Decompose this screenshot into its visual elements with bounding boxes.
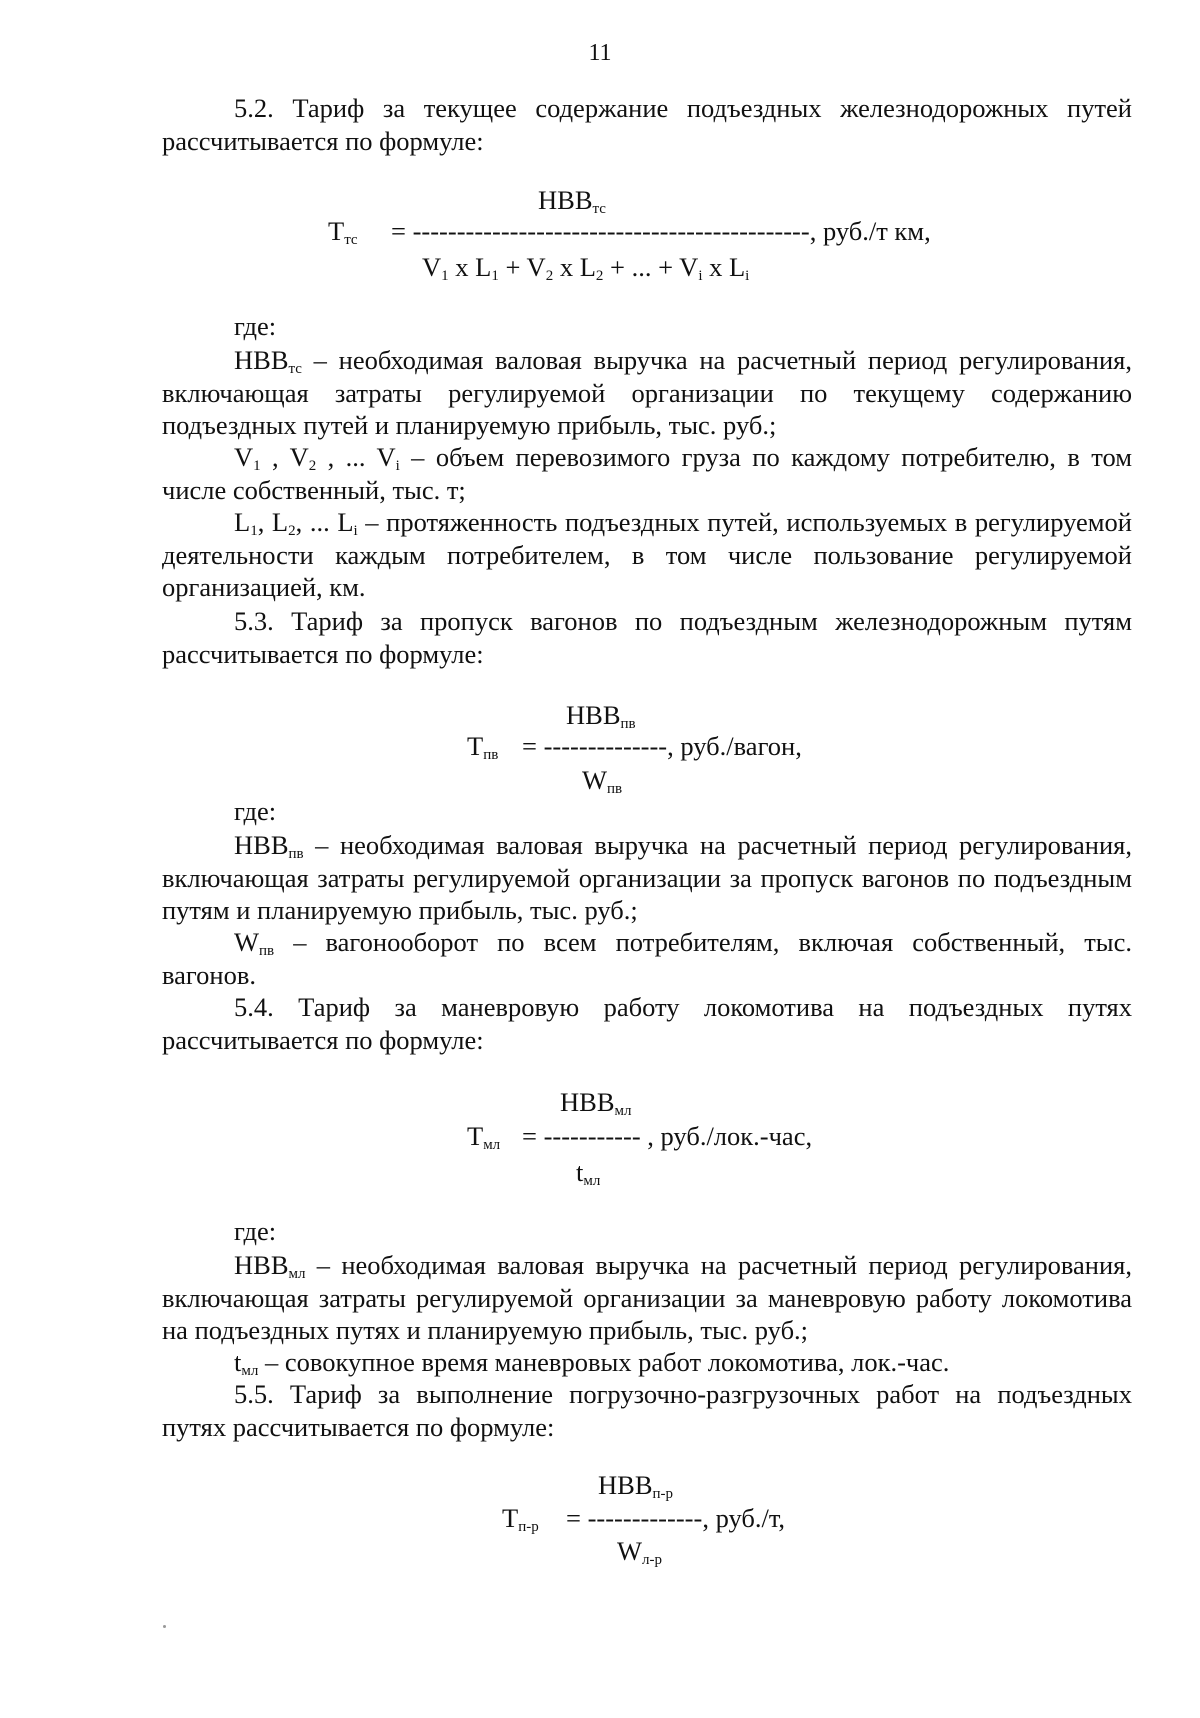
definition-volumes: $V_1$ , $V_2$ , ... $V_i$ – объем перевозимого груза по каждому потребителю, в том числе собственный, тыс. т; — [162, 442, 1132, 505]
definition-w-pv: $W_{пв}$ – вагонооборот по всем потребителям, включая собственный, тыс. вагонов. — [162, 927, 1132, 990]
definition-nvv-pv: $НВВ_{пв}$ – необходимая валовая выручка на расчетный период регулирования, включающая затраты регулируемой организации за пропуск вагонов по подъездным путям и планируемую прибыль, тыс. руб.; — [162, 830, 1132, 925]
definition-lengths: $L_1$, $L_2$, ... $L_i$ – протяженность подъездных путей, используемых в регулируемой деятельности каждым потребителем, в том числе пользование регулируемой организацией, км. — [162, 507, 1132, 602]
section-5-2-intro: 5.2. Тариф за текущее содержание подъездных железнодорожных путей рассчитывается по формуле: — [162, 93, 1132, 156]
formula-5-5-denominator: $W_{л-р}$ — [617, 1536, 662, 1568]
formula-5-5-numerator: $НВВ_{п-р}$ — [598, 1470, 674, 1502]
formula-5-4-lhs: $Т_{мл}$ — [467, 1121, 501, 1153]
where-label-5-4: где: — [234, 1216, 277, 1246]
formula-5-2-numerator: $НВВ_{тс}$ — [538, 185, 606, 217]
formula-5-2-lhs: $Т_{тс}$ — [328, 216, 358, 248]
formula-5-3-numerator: $НВВ_{пв}$ — [566, 700, 636, 732]
section-5-4-intro: 5.4. Тариф за маневровую работу локомотива на подъездных путях рассчитывается по формуле: — [162, 992, 1132, 1055]
section-5-3-intro: 5.3. Тариф за пропуск вагонов по подъездным железнодорожным путям рассчитывается по формуле: — [162, 606, 1132, 669]
formula-5-4-denominator: $t_{мл}$ — [576, 1157, 601, 1189]
where-label-5-2: где: — [234, 311, 277, 341]
definition-nvv-ml: $НВВ_{мл}$ – необходимая валовая выручка на расчетный период регулирования, включающая затраты регулируемой организации за маневровую работу локомотива на подъездных путях и планируемую прибыль, тыс. руб.; — [162, 1250, 1132, 1345]
section-5-5-intro: 5.5. Тариф за выполнение погрузочно-разгрузочных работ на подъездных путях рассчитывается по формуле: — [162, 1379, 1132, 1442]
definition-t-ml: $t_{мл}$ – совокупное время маневровых работ локомотива, лок.-час. — [234, 1347, 950, 1379]
formula-5-3-fraction-line: = --------------, руб./вагон, — [522, 731, 802, 761]
formula-5-4-numerator: $НВВ_{мл}$ — [560, 1087, 632, 1119]
formula-5-3-lhs: $Т_{пв}$ — [467, 731, 499, 763]
formula-5-3-denominator: $W_{пв}$ — [582, 765, 623, 797]
formula-5-4-fraction-line: = ----------- , руб./лок.-час, — [522, 1121, 813, 1151]
page-number: 11 — [588, 40, 612, 66]
formula-5-2-fraction-line: = ---------------------------------------------, руб./т км, — [391, 216, 931, 246]
definition-nvv-ts: $НВВ_{тс}$ – необходимая валовая выручка на расчетный период регулирования, включающая затраты регулируемой организации по текущему содержанию подъездных путей и планируемую прибыль, тыс. руб.; — [162, 345, 1132, 440]
formula-5-2-denominator: $V_1$ х $L_1 + V_2$ х $L_2$ + ... + $V_i$ х $L_i$ — [422, 252, 750, 284]
where-label-5-3: где: — [234, 796, 277, 826]
formula-5-5-fraction-line: = -------------, руб./т, — [566, 1503, 786, 1533]
formula-5-5-lhs: $Т_{п-р}$ — [502, 1503, 539, 1535]
scan-speck — [163, 1625, 166, 1628]
